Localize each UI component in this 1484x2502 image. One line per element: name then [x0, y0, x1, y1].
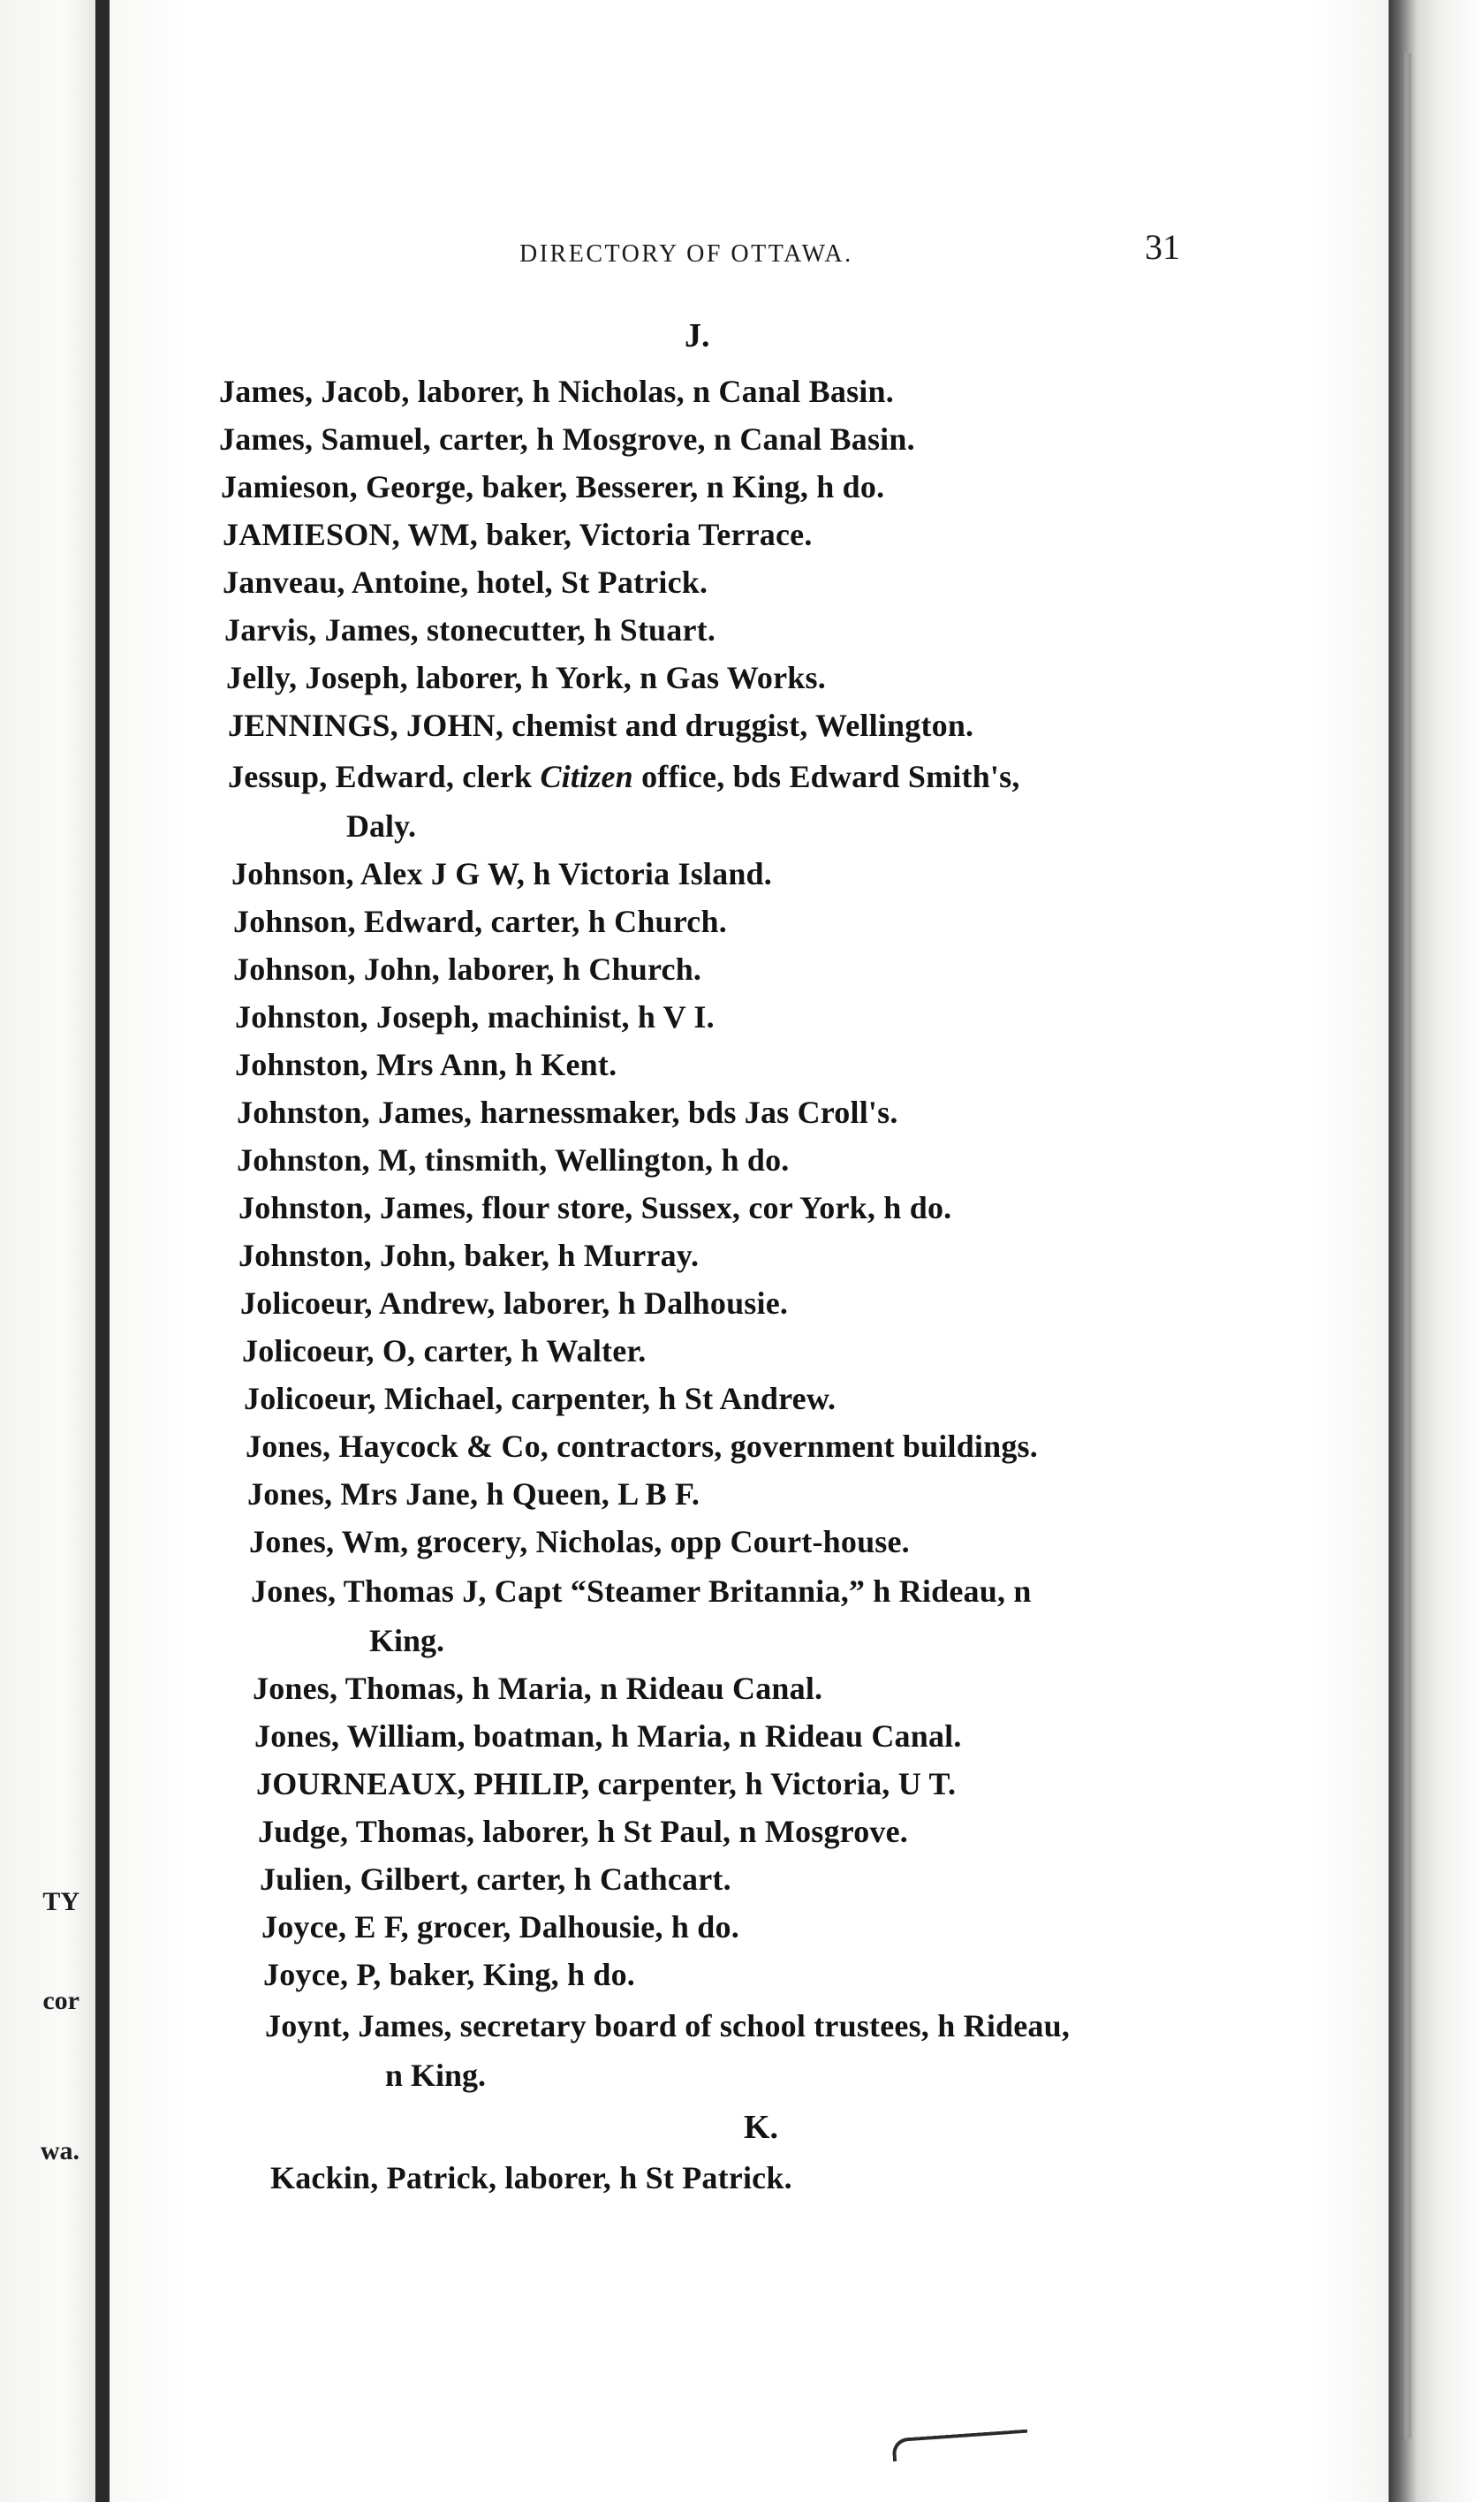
- directory-entry: Johnson, Alex J G W, h Victoria Island.: [231, 856, 772, 891]
- directory-entry: Joyce, E F, grocer, Dalhousie, h do.: [261, 1909, 739, 1945]
- directory-entry: Jones, Thomas J, Capt “Steamer Britannia,” h Rideau, n: [251, 1573, 1032, 1609]
- entry-continuation: n King.: [385, 2058, 487, 2093]
- directory-entry: Johnston, Mrs Ann, h Kent.: [235, 1047, 617, 1082]
- section-heading-j: J.: [685, 317, 710, 354]
- left-page-fragment: cor: [42, 1986, 80, 2015]
- directory-entry: Jones, Thomas, h Maria, n Rideau Canal.: [253, 1671, 823, 1706]
- directory-entry: Jessup, Edward, clerk Citizen office, bds Edward Smith's,: [228, 759, 1020, 794]
- directory-entry: Johnston, John, baker, h Murray.: [238, 1238, 700, 1273]
- running-title: DIRECTORY OF OTTAWA.: [519, 240, 853, 268]
- book-edge-line: [1404, 53, 1412, 2438]
- page-number: 31: [1145, 227, 1180, 267]
- directory-entry: Kackin, Patrick, laborer, h St Patrick.: [270, 2160, 792, 2195]
- directory-entry: Johnson, John, laborer, h Church.: [233, 952, 702, 987]
- directory-entry: Jones, William, boatman, h Maria, n Rideau Canal.: [254, 1718, 962, 1754]
- directory-entry: James, Samuel, carter, h Mosgrove, n Canal Basin.: [219, 421, 915, 457]
- directory-entry: James, Jacob, laborer, h Nicholas, n Canal Basin.: [219, 374, 894, 409]
- entry-continuation: King.: [369, 1623, 445, 1658]
- directory-entry: Jones, Mrs Jane, h Queen, L B F.: [247, 1476, 700, 1512]
- directory-entry: JOURNEAUX, PHILIP, carpenter, h Victoria, U T.: [256, 1766, 957, 1801]
- directory-entry: Jarvis, James, stonecutter, h Stuart.: [224, 612, 716, 648]
- directory-entry: Johnston, James, flour store, Sussex, cor York, h do.: [238, 1190, 952, 1225]
- directory-entry: Judge, Thomas, laborer, h St Paul, n Mosgrove.: [258, 1814, 908, 1849]
- directory-entry: JAMIESON, WM, baker, Victoria Terrace.: [223, 517, 813, 552]
- directory-entry: Jelly, Joseph, laborer, h York, n Gas Works.: [226, 660, 826, 695]
- directory-entry: Julien, Gilbert, carter, h Cathcart.: [260, 1861, 731, 1897]
- directory-entry: JENNINGS, JOHN, chemist and druggist, Wellington.: [228, 708, 974, 743]
- directory-entry: Johnston, Joseph, machinist, h V I.: [235, 999, 715, 1035]
- directory-entry: Jolicoeur, O, carter, h Walter.: [242, 1333, 647, 1369]
- left-page-fragment: wa.: [40, 2136, 80, 2165]
- directory-entry: Jolicoeur, Andrew, laborer, h Dalhousie.: [240, 1285, 789, 1321]
- directory-entry: Johnston, James, harnessmaker, bds Jas Croll's.: [237, 1095, 898, 1130]
- left-page-fragment: TY: [42, 1887, 80, 1916]
- directory-entry: Jones, Wm, grocery, Nicholas, opp Court-house.: [249, 1524, 910, 1559]
- directory-entry: Joyce, P, baker, King, h do.: [263, 1957, 636, 1992]
- left-page-bleed: [0, 0, 95, 2502]
- section-heading-k: K.: [744, 2109, 779, 2146]
- directory-entry: Jamieson, George, baker, Besserer, n King, h do.: [221, 469, 885, 504]
- directory-entry: Joynt, James, secretary board of school trustees, h Rideau,: [265, 2008, 1071, 2043]
- directory-entry: Jolicoeur, Michael, carpenter, h St Andrew.: [244, 1381, 837, 1416]
- book-edge: [1389, 0, 1484, 2502]
- binding-spine-rule: [95, 0, 110, 2502]
- entry-continuation: Daly.: [346, 808, 417, 844]
- directory-entry: Jones, Haycock & Co, contractors, government buildings.: [246, 1429, 1038, 1464]
- directory-entry: Johnson, Edward, carter, h Church.: [233, 904, 727, 939]
- directory-entry: Johnston, M, tinsmith, Wellington, h do.: [237, 1142, 790, 1178]
- directory-entry: Janveau, Antoine, hotel, St Patrick.: [223, 565, 708, 600]
